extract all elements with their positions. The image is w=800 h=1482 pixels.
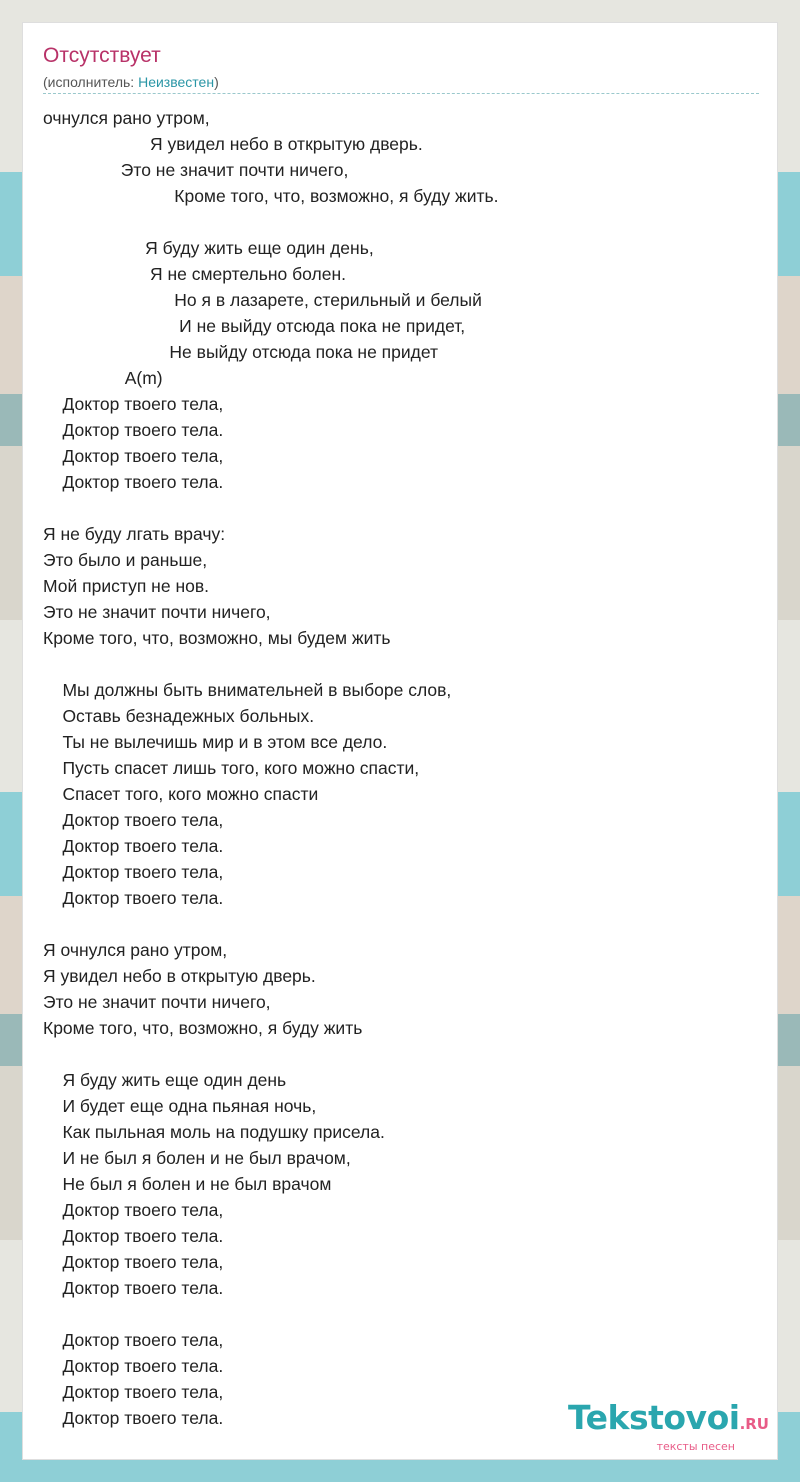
lyrics-line: Не был я болен и не был врачом — [43, 1174, 332, 1194]
lyrics-line: Доктор твоего тела. — [43, 472, 224, 492]
title-divider — [43, 93, 759, 94]
lyrics-blank-line — [43, 911, 759, 937]
lyrics-line: Доктор твоего тела. — [43, 888, 224, 908]
lyrics-line: Доктор твоего тела. — [43, 836, 224, 856]
lyrics-line: Это не значит почти ничего, — [43, 992, 271, 1012]
lyrics-blank-line — [43, 651, 759, 677]
artist-prefix: (исполнитель: — [43, 74, 139, 90]
lyrics-line: Я буду жить еще один день, — [43, 238, 374, 258]
lyrics-line: Оставь безнадежных больных. — [43, 706, 315, 726]
lyrics-line: Но я в лазарете, стерильный и белый — [43, 290, 482, 310]
lyrics-line: Это не значит почти ничего, — [43, 602, 271, 622]
lyrics-line: очнулся рано утром, — [43, 108, 210, 128]
lyrics-line: Я буду жить еще один день — [43, 1070, 287, 1090]
artist-line — [43, 73, 219, 91]
lyrics-line: Я не смертельно болен. — [43, 264, 346, 284]
lyrics-line: Пусть спасет лишь того, кого можно спасти, — [43, 758, 420, 778]
lyrics-line: Кроме того, что, возможно, мы будем жить — [43, 628, 391, 648]
artist-suffix: ) — [214, 74, 219, 90]
lyrics-line: Кроме того, что, возможно, я буду жить. — [43, 186, 499, 206]
lyrics-line: Доктор твоего тела, — [43, 1382, 224, 1402]
lyrics-line: Доктор твоего тела, — [43, 1200, 224, 1220]
artist-link[interactable]: Неизвестен — [138, 74, 215, 90]
lyrics-line: Я очнулся рано утром, — [43, 940, 228, 960]
lyrics-line: Доктор твоего тела, — [43, 1252, 224, 1272]
lyrics-blank-line — [43, 495, 759, 521]
lyrics-line: Доктор твоего тела, — [43, 862, 224, 882]
lyrics-line: Кроме того, что, возможно, я буду жить — [43, 1018, 363, 1038]
lyrics-line: Это не значит почти ничего, — [43, 160, 349, 180]
logo-wordmark — [568, 1398, 769, 1441]
lyrics-line: Спасет того, кого можно спасти — [43, 784, 319, 804]
lyrics-line: Мы должны быть внимательней в выборе слов, — [43, 680, 452, 700]
lyrics-line: Как пыльная моль на подушку присела. — [43, 1122, 385, 1142]
lyrics-line: Я не буду лгать врачу: — [43, 524, 226, 544]
lyrics-line: Мой приступ не нов. — [43, 576, 209, 596]
lyrics-line: Доктор твоего тела. — [43, 1226, 224, 1246]
lyrics-line: И не был я болен и не был врачом, — [43, 1148, 351, 1168]
lyrics-line: Я увидел небо в открытую дверь. — [43, 966, 316, 986]
lyrics-line: Я увидел небо в открытую дверь. — [43, 134, 423, 154]
song-title: Отсутствует — [43, 44, 161, 67]
lyrics-line: Доктор твоего тела, — [43, 1330, 224, 1350]
lyrics-blank-line — [43, 1301, 759, 1327]
lyrics-line: Доктор твоего тела. — [43, 1408, 224, 1428]
lyrics-line: Доктор твоего тела. — [43, 1278, 224, 1298]
lyrics-line: Доктор твоего тела, — [43, 446, 224, 466]
lyrics-line: Это было и раньше, — [43, 550, 208, 570]
lyrics-line: A(m) — [43, 368, 163, 388]
logo-name: Tekstovoi — [568, 1398, 740, 1437]
lyrics-line: И не выйду отсюда пока не придет, — [43, 316, 466, 336]
lyrics-line: Ты не вылечишь мир и в этом все дело. — [43, 732, 388, 752]
logo-tld: .RU — [739, 1415, 769, 1433]
lyrics-line: И будет еще одна пьяная ночь, — [43, 1096, 317, 1116]
lyrics-text — [43, 105, 759, 1431]
lyrics-line: Доктор твоего тела. — [43, 1356, 224, 1376]
lyrics-blank-line — [43, 1041, 759, 1067]
lyrics-line: Доктор твоего тела. — [43, 420, 224, 440]
lyrics-line: Доктор твоего тела, — [43, 810, 224, 830]
site-logo[interactable] — [568, 1398, 769, 1453]
logo-tagline: тексты песен — [656, 1440, 735, 1453]
lyrics-blank-line — [43, 209, 759, 235]
lyrics-line: Доктор твоего тела, — [43, 394, 224, 414]
lyrics-card — [22, 22, 778, 1460]
lyrics-line: Не выйду отсюда пока не придет — [43, 342, 439, 362]
